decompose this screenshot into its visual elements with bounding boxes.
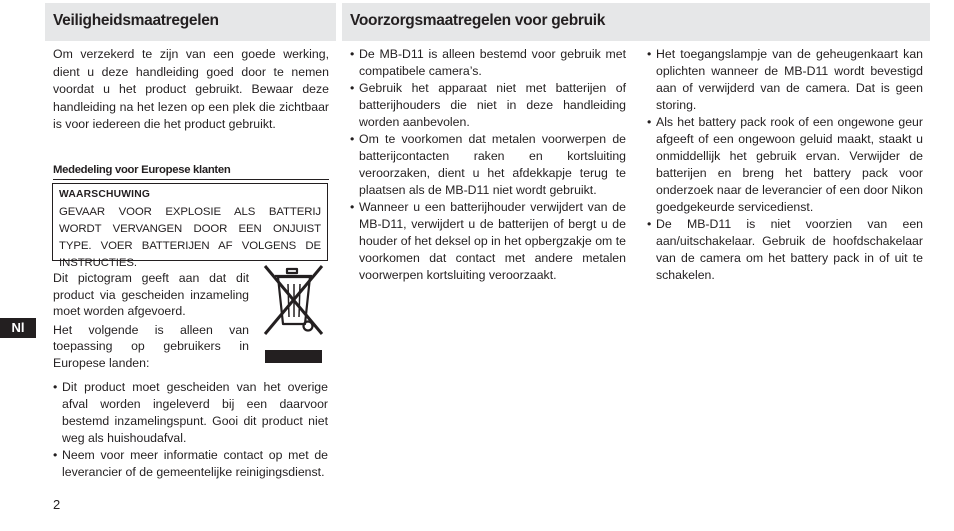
warning-title: WAARSCHUWING (59, 189, 151, 200)
applies-text: Het volgende is alleen van toepassing op gebruikers in Europese landen: (53, 322, 249, 370)
list-item: • Als het battery pack rook of een ongewone geur afgeeft of een ongewoon geluid maakt, staakt u onmiddellijk het gebruik ervan. Verwijder de batterijen en breng het battery pack voor onderzoek naar de leverancier of een door Nikon goedgekeurde servicedienst. (647, 115, 923, 214)
left-section-title: Veiligheidsmaatregelen (53, 12, 219, 29)
list-item: • Het toegangslampje van de geheugenkaart kan oplichten wanneer de MB-D11 wordt bevestigd aan of verwijderd van de camera. Dat is geen storing. (647, 47, 923, 112)
crossed-out-wheeled-bin-icon (262, 262, 324, 364)
language-tab: Nl (0, 318, 36, 338)
middle-bullet-list (350, 46, 626, 284)
list-item: • De MB-D11 is alleen bestemd voor gebruik met compatibele camera’s. (350, 47, 626, 78)
list-item: • Dit product moet gescheiden van het overige afval worden ingeleverd bij een daarvoor bestemd inzamelingspunt. Gooi dit product niet weg als huishoudafval. (53, 380, 328, 445)
warning-box (52, 183, 328, 269)
right-bullet-list (647, 46, 923, 284)
right-section-title: Voorzorgsmaatregelen voor gebruik (350, 12, 606, 29)
left-bullet-list (53, 379, 328, 481)
list-item: • Gebruik het apparaat niet met batterijen of batterijhouders die niet in deze handleiding worden aanbevolen. (350, 81, 626, 129)
european-notice-heading: Mededeling voor Europese klanten (53, 163, 329, 180)
right-section-header (342, 3, 930, 41)
pictogram-description: Dit pictogram geeft aan dat dit product via gescheiden inzameling moet worden afgevoerd. (53, 271, 249, 318)
pictogram-block (53, 270, 249, 371)
list-item: • Om te voorkomen dat metalen voorwerpen de batterijcontacten raken en kortsluiting veroorzaken, dient u het afdekkapje terug te plaatsen als de MB-D11 niet wordt gebruikt. (350, 132, 626, 197)
list-item: • De MB-D11 is niet voorzien van een aan/uitschakelaar. Gebruik de hoofdschakelaar van de camera om het battery pack in of uit te schakelen. (647, 217, 923, 282)
left-section-header (45, 3, 336, 41)
list-item: • Neem voor meer informatie contact op met de leverancier of de gemeentelijke reinigingsdienst. (53, 448, 328, 479)
intro-paragraph: Om verzekerd te zijn van een goede werking, dient u deze handleiding goed door te nemen voordat u het product gebruikt. Bewaar deze handleiding na het lezen op een plek die zichtbaar is voor iedereen die het product gebruikt. (53, 47, 329, 132)
warning-text: GEVAAR VOOR EXPLOSIE ALS BATTERIJ WORDT VERVANGEN DOOR EEN ONJUIST TYPE. VOER BATTERIJEN AF VOLGENS DE INSTRUCTIES. (59, 206, 321, 269)
list-item: • Wanneer u een batterijhouder verwijdert van de MB-D11, verwijdert u de batterijen of bergt u de houder of het deksel op in het opbergzakje om te voorkomen dat contact met andere metalen voorwerpen kortsluiting veroorzaakt. (350, 200, 626, 282)
page-number: 2 (53, 497, 61, 512)
